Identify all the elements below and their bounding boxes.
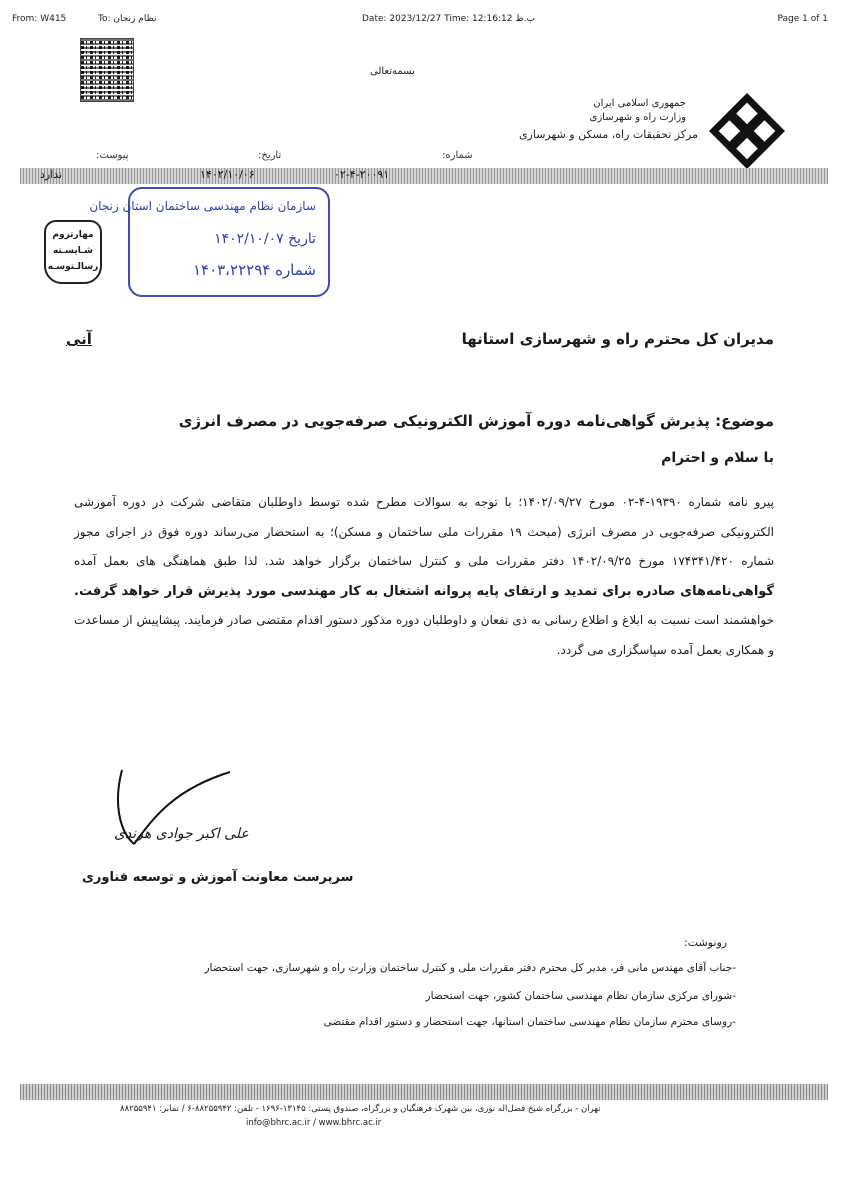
date-value: ۱۴۰۲/۱۰/۰۶ [200, 168, 255, 181]
body-bold: گواهی‌نامه‌های صادره برای تمدید و ارتقای پایه پروانه اشتغال به کار مهندسی مورد پذیرش قرار خواهد گرفت. [74, 583, 774, 599]
seal-line-3: رسالـتوسـه [47, 262, 99, 272]
number-value: ۰۲-۴-۲۰۰۹۱ [334, 168, 390, 181]
received-stamp [89, 187, 330, 297]
footer-band [20, 1084, 828, 1100]
cc-item: -شورای مرکزی سازمان نظام مهندسی ساختمان کشور، جهت استحضار [425, 990, 736, 1002]
fax-to: To: نظام زنجان [98, 14, 157, 24]
motto-seal [44, 220, 102, 284]
cc-heading: رونوشت: [684, 936, 728, 949]
header-band [20, 168, 828, 184]
footer-web: info@bhrc.ac.ir / www.bhrc.ac.ir [246, 1118, 382, 1128]
bhrc-logo-icon [708, 92, 786, 170]
org-line-1: جمهوری اسلامی ایران [593, 98, 686, 109]
number-label: شماره: [442, 150, 473, 161]
cc-item: -جناب آقای مهندس مانی فر، مدیر کل محترم دفتر مقررات ملی و کنترل ساختمان وزارت راه و شهرسازی، جهت استحضار [204, 962, 736, 974]
letter-body [74, 488, 774, 665]
stamp-org: سازمان نظام مهندسی ساختمان استان زنجان [89, 199, 316, 213]
body-part-1: پیرو نامه شماره ۱۹۳۹۰-۴-۰۲ مورخ ۱۴۰۲/۰۹/۲۷؛ با توجه به سوالات مطرح شده توسط داوطلبان متقاضی شرکت در دوره آموزشی الکترونیکی صرفه‌جویی در مصرف انرژی (مبحث ۱۹ مقررات ملی ساختمان و مسکن)؛ به استحضار می‌رساند دوره فوق در اجرای مجوز شماره ۱۷۴۳۴۱/۴۲۰ مورخ ۱۴۰۲/۰۹/۲۵ دفتر مقررات ملی و کنترل ساختمان برگزار خواهد شد. لذا طبق هماهنگی های بعمل آمده [74, 495, 775, 568]
footer-address: تهران - بزرگراه شیخ فضل‌اله نوری، بین شهرک فرهنگیان و بزرگراه، صندوق پستی: ۱۳۱۴۵-۱۶۹۶ - تلفن: ۸۸۲۵۵۹۴۲-۶ / نمابر: ۸۸۲۵۵۹۴۱ [120, 1104, 601, 1114]
date-label: تاریخ: [258, 150, 282, 161]
seal-line-2: شـایسـته [52, 246, 94, 256]
qr-code [80, 38, 134, 102]
seal-line-1: مهارتزوم [52, 230, 94, 240]
attachment-value: ندارد [40, 168, 63, 181]
signer-title: سرپرست معاونت آموزش و توسعه فناوری [82, 870, 354, 885]
body-part-2: خواهشمند است نسبت به ابلاغ و اطلاع رسانی به ذی نفعان و داوطلبان دوره مذکور دستور اقدام مقتضی صادر فرمایند. پیشاپیش از مساعدت و همکاری بعمل آمده سپاسگزاری می گردد. [74, 613, 774, 657]
stamp-number: شماره ۱۴۰۳،۲۲۲۹۴ [192, 261, 316, 279]
stamp-date: تاریخ ۱۴۰۲/۱۰/۰۷ [214, 231, 316, 247]
org-line-3: مرکز تحقیقات راه، مسکن و شهرسازی [518, 128, 698, 141]
bismillah: بسمه‌تعالی [370, 66, 415, 77]
fax-page: Page 1 of 1 [777, 14, 828, 24]
attachment-label: پیوست: [96, 150, 129, 161]
urgent-label: آنی [66, 330, 92, 348]
fax-from: From: W415 [12, 14, 67, 24]
signer-name: علی اکبر جوادی هرندی [114, 826, 249, 842]
greeting: با سلام و احترام [661, 450, 774, 466]
fax-datetime: Date: 2023/12/27 Time: 12:16:12 ب.ظ [362, 14, 536, 24]
recipient: مدیران کل محترم راه و شهرسازی استانها [461, 330, 774, 348]
cc-item: -روسای محترم سازمان نظام مهندسی ساختمان استانها، جهت استحضار و دستور اقدام مقتضی [323, 1016, 736, 1028]
subject: موضوع: پذیرش گواهی‌نامه دوره آموزش الکترونیکی صرفه‌جویی در مصرف انرژی [178, 412, 774, 430]
org-line-2: وزارت راه و شهرسازی [589, 112, 686, 123]
